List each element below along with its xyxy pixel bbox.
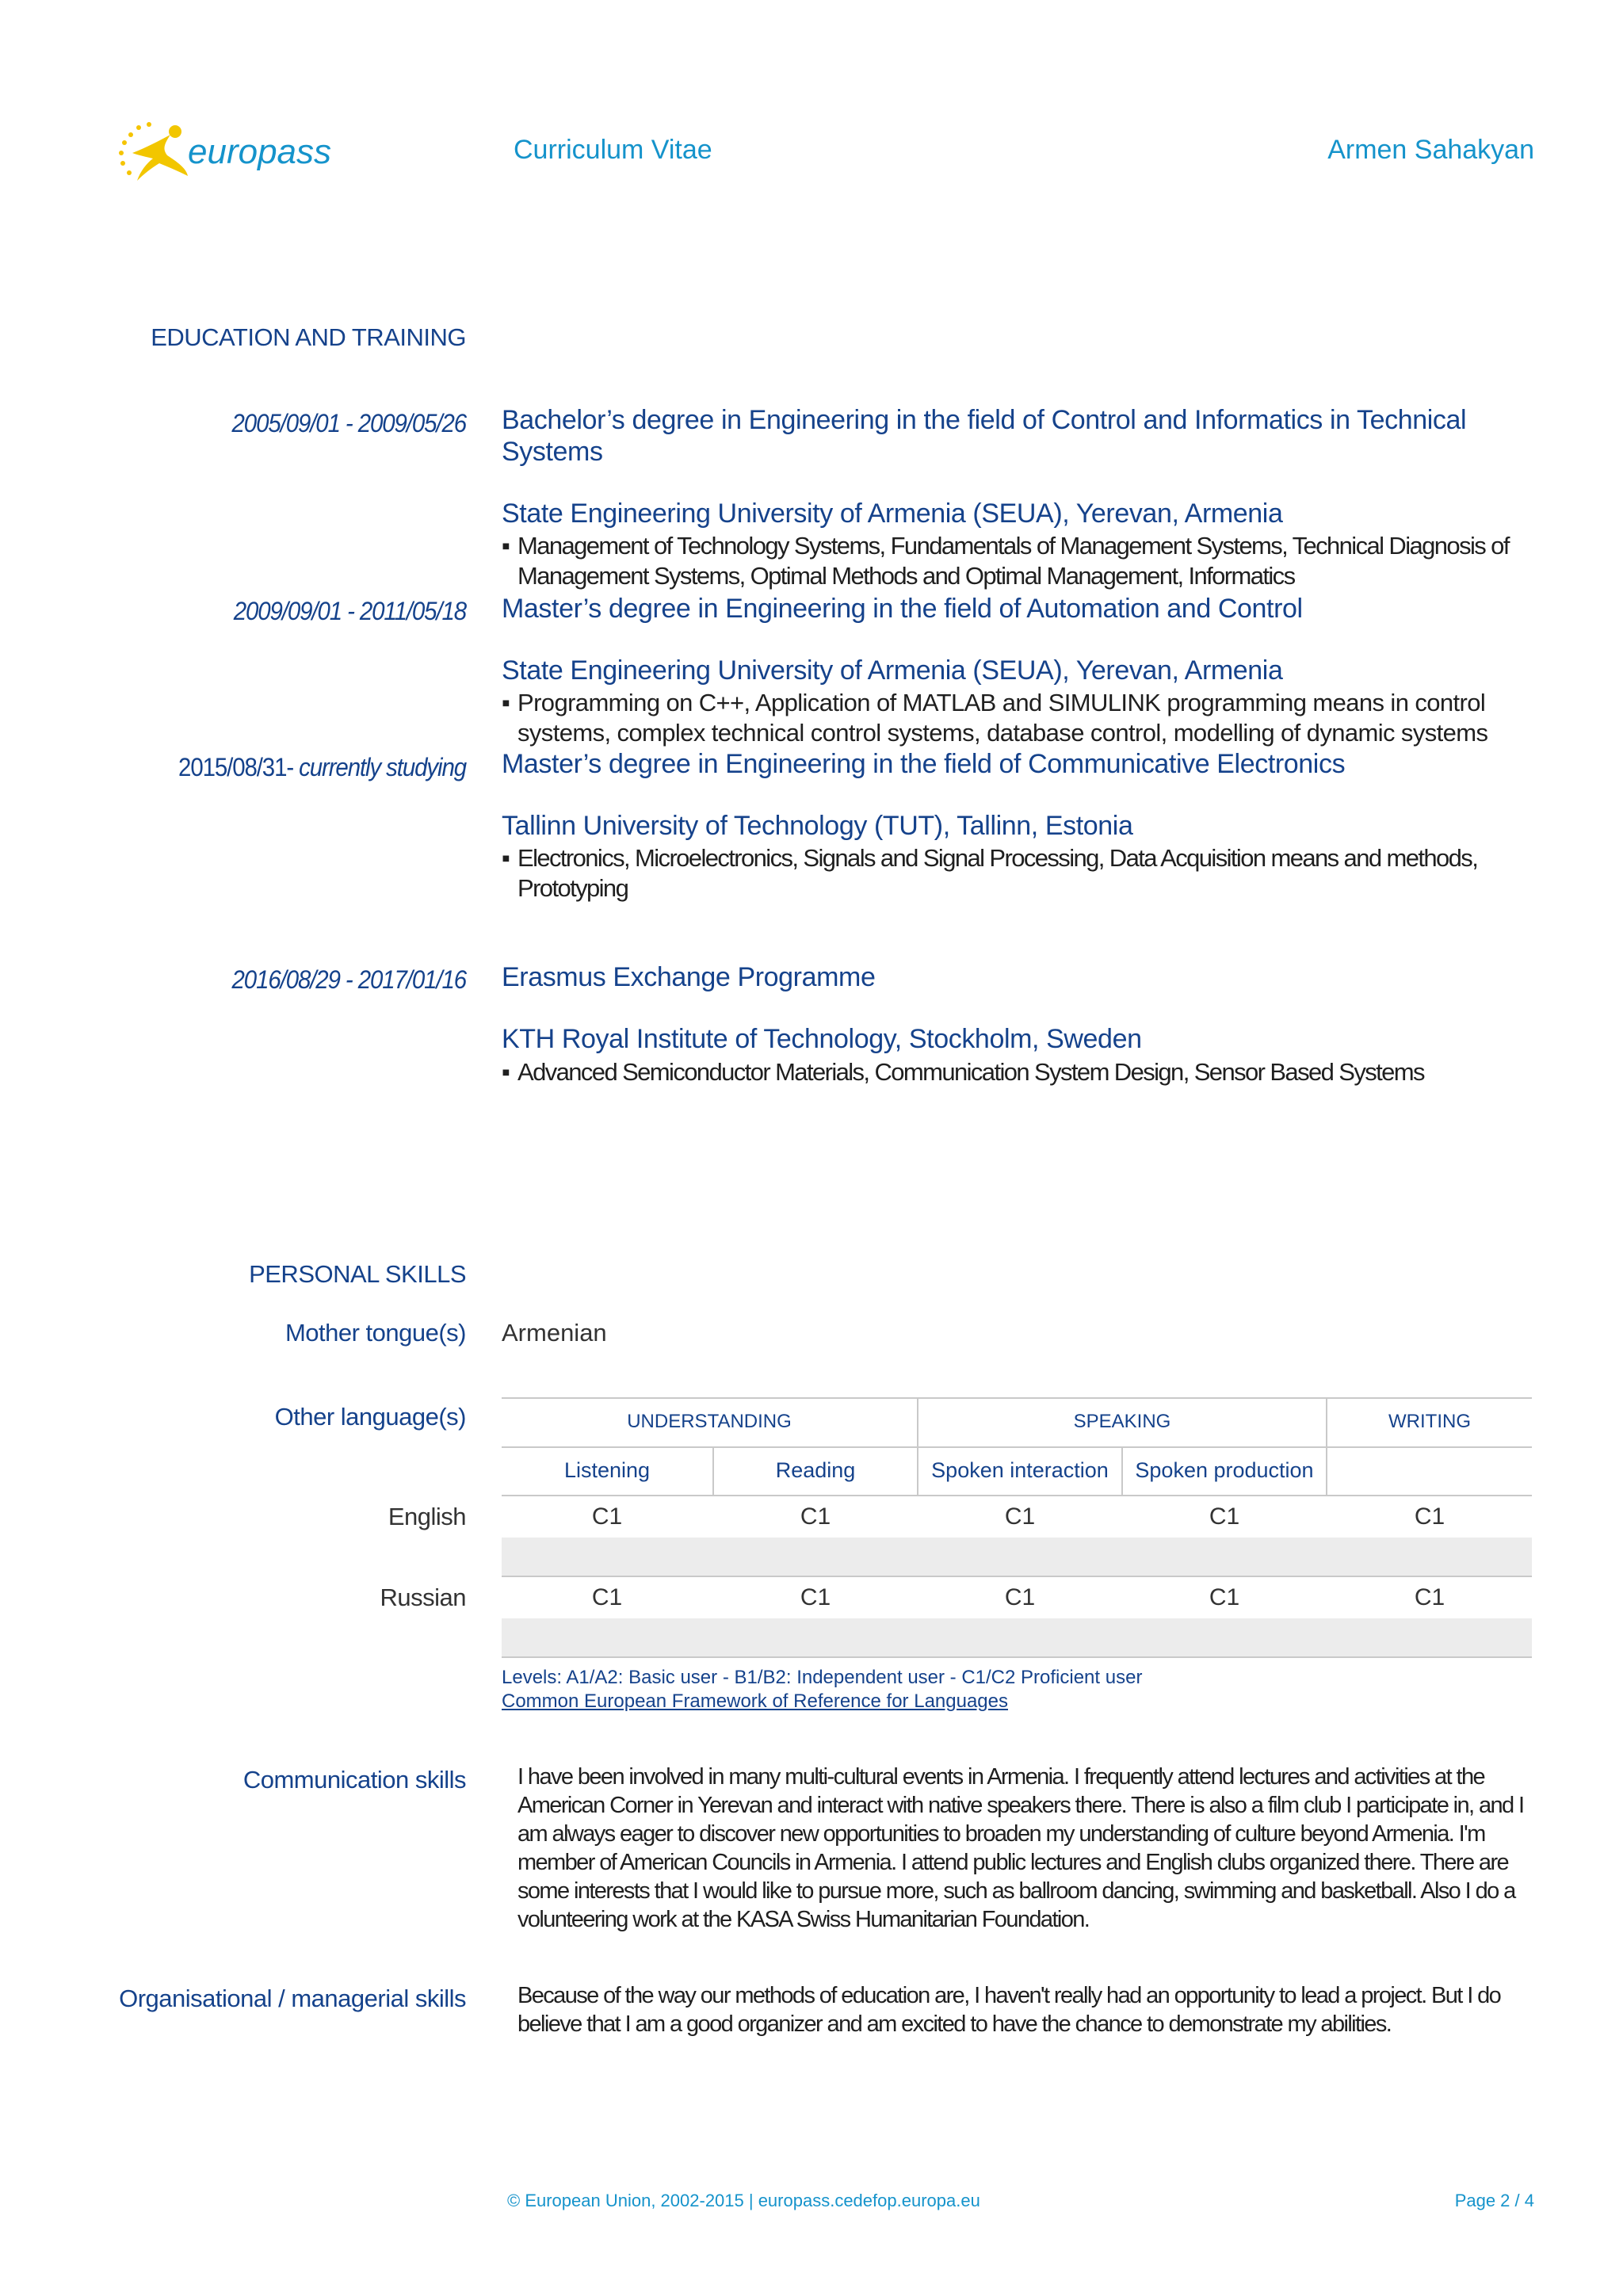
education-date: 2005/09/01 - 2009/05/26 bbox=[231, 409, 466, 437]
framework-link[interactable]: Common European Framework of Reference for Languages bbox=[502, 1690, 1008, 1712]
education-details: ▪ Programming on C++, Application of MATLAB and SIMULINK programming means in control systems, complex technical control systems, database control, modelling of dynamic systems bbox=[502, 689, 1488, 747]
level-reading: C1 bbox=[800, 1503, 831, 1530]
subheader-listening: Listening bbox=[563, 1458, 651, 1482]
bullet-icon: ▪ bbox=[502, 1058, 510, 1086]
level-reading: C1 bbox=[800, 1584, 831, 1610]
communication-skills-label: Communication skills bbox=[242, 1766, 466, 1794]
document-title: Curriculum Vitae bbox=[514, 135, 712, 165]
education-degree: Erasmus Exchange Programme bbox=[502, 962, 876, 992]
header-understanding: UNDERSTANDING bbox=[627, 1411, 792, 1432]
mother-tongue-value: Armenian bbox=[502, 1319, 607, 1347]
level-listening: C1 bbox=[591, 1503, 623, 1530]
level-spoken-production: C1 bbox=[1209, 1503, 1240, 1530]
education-institution: State Engineering University of Armenia (SEUA), Yerevan, Armenia bbox=[502, 499, 1283, 529]
bullet-icon: ▪ bbox=[502, 689, 510, 716]
other-languages-label: Other language(s) bbox=[274, 1403, 466, 1431]
subheader-spoken-production: Spoken production bbox=[1135, 1458, 1314, 1482]
education-degree: Bachelor’s degree in Engineering in the field of Control and Informatics in Technical Systems bbox=[502, 405, 1467, 467]
level-writing: C1 bbox=[1414, 1584, 1445, 1610]
europass-logo bbox=[115, 117, 353, 189]
education-degree: Master’s degree in Engineering in the field of Automation and Control bbox=[502, 594, 1303, 624]
footer-copyright: © European Union, 2002-2015 | europass.cedefop.europa.eu bbox=[507, 2191, 980, 2210]
organisational-skills-text: Because of the way our methods of education are, I haven't really had an opportunity to lead a project. But I do believe that I am a good organizer and am excited to have the chance to demonstrate my abilities. bbox=[517, 1983, 1501, 2037]
page-number: Page 2 / 4 bbox=[1454, 2191, 1534, 2210]
table-rule bbox=[502, 1495, 1532, 1496]
table-rule bbox=[502, 1446, 1532, 1448]
level-spoken-interaction: C1 bbox=[1004, 1503, 1036, 1530]
education-institution: State Engineering University of Armenia (SEUA), Yerevan, Armenia bbox=[502, 655, 1283, 686]
svg-text:europass: europass bbox=[188, 132, 332, 171]
table-shaded-row bbox=[502, 1618, 1532, 1656]
communication-skills-text: I have been involved in many multi-cultural events in Armenia. I frequently attend lectures and activities at the American Corner in Yerevan and interact with native speakers there. There is also a film club I participate in, and I am always eager to discover new opportunities to broaden my understanding of culture beyond Armenia. I'm member of American Councils in Armenia. I attend public lectures and English clubs organized there. There are some interests that I would like to pursue more, such as ballroom dancing, swimming and basketball. Also I do a volunteering work at the KASA Swiss Humanitarian Foundation. bbox=[517, 1764, 1524, 1932]
table-rule bbox=[502, 1576, 1532, 1577]
education-degree: Master’s degree in Engineering in the field of Communicative Electronics bbox=[502, 749, 1346, 779]
language-name: English bbox=[388, 1503, 466, 1530]
education-details: ▪ Management of Technology Systems, Fundamentals of Management Systems, Technical Diagnosis of Management Systems, Optimal Methods and Optimal Management, Informatics bbox=[502, 532, 1509, 590]
level-writing: C1 bbox=[1414, 1503, 1445, 1530]
header-writing: WRITING bbox=[1388, 1411, 1471, 1432]
person-name: Armen Sahakyan bbox=[1327, 135, 1534, 165]
level-spoken-interaction: C1 bbox=[1004, 1584, 1036, 1610]
header-speaking: SPEAKING bbox=[1073, 1411, 1171, 1432]
organisational-skills-label: Organisational / managerial skills bbox=[119, 1985, 466, 2012]
level-listening: C1 bbox=[591, 1584, 623, 1610]
mother-tongue-label: Mother tongue(s) bbox=[285, 1319, 466, 1347]
europass-logo-graphic bbox=[115, 117, 353, 189]
education-details: ▪ Advanced Semiconductor Materials, Communication System Design, Sensor Based Systems bbox=[502, 1058, 1424, 1086]
education-institution: KTH Royal Institute of Technology, Stockholm, Sweden bbox=[502, 1024, 1142, 1054]
bullet-icon: ▪ bbox=[502, 532, 510, 560]
language-name: Russian bbox=[380, 1584, 466, 1611]
subheader-reading: Reading bbox=[775, 1458, 856, 1482]
table-rule bbox=[502, 1397, 1532, 1399]
education-date: 2016/08/29 - 2017/01/16 bbox=[231, 965, 466, 994]
section-title-education: EDUCATION AND TRAINING bbox=[151, 323, 466, 351]
bullet-icon: ▪ bbox=[502, 844, 510, 872]
framework-link-wrap bbox=[502, 1690, 1008, 1713]
education-date: 2009/09/01 - 2011/05/18 bbox=[233, 597, 466, 625]
subheader-spoken-interaction: Spoken interaction bbox=[931, 1458, 1109, 1482]
table-rule bbox=[502, 1656, 1532, 1658]
level-spoken-production: C1 bbox=[1209, 1584, 1240, 1610]
section-title-personal-skills: PERSONAL SKILLS bbox=[249, 1260, 466, 1288]
table-shaded-row bbox=[502, 1538, 1532, 1576]
education-institution: Tallinn University of Technology (TUT), Tallinn, Estonia bbox=[502, 811, 1133, 841]
levels-note: Levels: A1/A2: Basic user - B1/B2: Independent user - C1/C2 Proficient user bbox=[502, 1667, 1143, 1688]
education-details: ▪ Electronics, Microelectronics, Signals and Signal Processing, Data Acquisition means and methods, Prototyping bbox=[502, 844, 1478, 902]
education-date: 2015/08/31- currently studying bbox=[178, 753, 466, 781]
